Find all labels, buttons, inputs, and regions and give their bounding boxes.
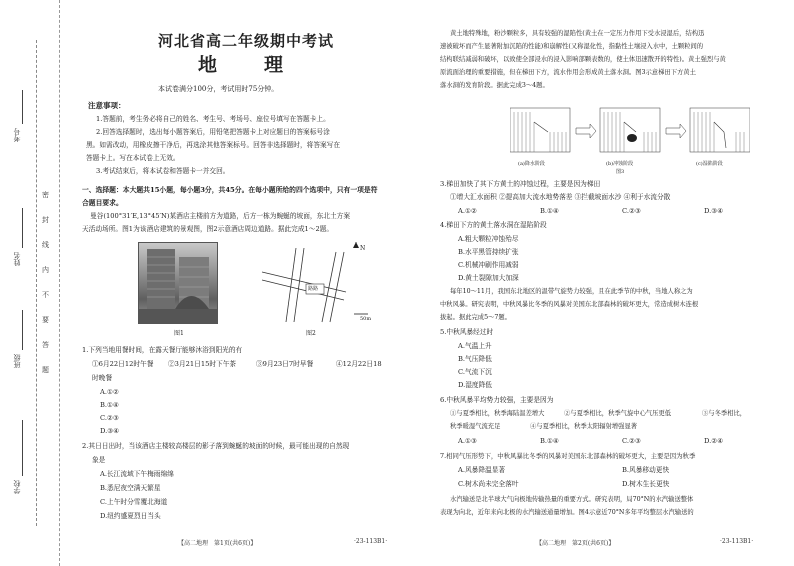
- xingming-underline: [22, 208, 23, 248]
- q6-opt: 秋季暖湿气流充足: [450, 423, 501, 430]
- p2-passage-line: 落水洞的发育阶段。据此完成3～4题。: [440, 82, 549, 89]
- xuexiao-underline: [22, 420, 23, 476]
- q5-choice-b: B.气压降低: [458, 355, 492, 363]
- fig1-caption: 图1: [174, 330, 184, 337]
- q4-choice-c: C.机械冲刷作用减弱: [458, 261, 519, 269]
- p2-passage3-line: 水汽输送是北半球大气向极地传输热量的重要方式。研究表明，局70°N的水汽输送整体: [450, 496, 694, 503]
- seal-char: 答: [42, 341, 49, 349]
- passage-line: 天活动场所。图1为该酒店建筑的景观图，图2示意酒店周边道路。据此完成1～2题。: [82, 225, 334, 233]
- banji-label: 班级: [13, 354, 21, 368]
- page-1: [78, 0, 418, 566]
- kaohao-underline: [22, 90, 23, 124]
- q1-choice-b: B.①④: [100, 401, 120, 409]
- seal-char: 内: [42, 266, 49, 274]
- q4-choice-a: A.粗大颗粒冲蚀殆尽: [458, 235, 519, 243]
- p2-passage-line: 原流面治理的重要措施，但在梯田下方，流水作用会形成黄土落水洞。图3示意梯田下方黄土: [440, 69, 696, 76]
- q1-opt: ④12月22日18: [336, 360, 382, 368]
- q1-opt-cont: 时晚餐: [92, 374, 113, 382]
- q3-choice-d: D.③④: [704, 207, 724, 215]
- p2-passage-line: 黄土地特殊地，粉沙颗粒多，具有较强的湿陷性(黄土在一定压力作用下受水浸湿后，结构迅: [450, 30, 705, 37]
- svg-text:N: N: [360, 245, 366, 252]
- q6-stem: 6.中秋风暴平均势力较强，主要是因为: [440, 396, 554, 404]
- seal-char: 线: [42, 241, 49, 249]
- hotel-photo: [138, 242, 218, 324]
- q7-stem: 7.相同气压形势下，中秋风暴比冬季的风暴对美国东北部森林的破坏更大，主要是因为秋季: [440, 452, 696, 460]
- q4-choice-b: B.水平黑管持续扩张: [458, 248, 519, 256]
- q6-opt: ②与夏季相比，秋季气旋中心气压更低: [564, 410, 672, 417]
- fig3-caption-a: (a)降水阶段: [518, 161, 545, 167]
- p2-passage2-line: 中秋风暴。研究表明，中秋风暴比冬季的风暴对美国东北部森林的破坏更大，常造成树木连根: [440, 301, 699, 308]
- seal-char: 封: [42, 216, 49, 224]
- q2-choice-c: C.上午时分雪覆北海道: [100, 498, 168, 506]
- notes-heading: 注意事项：: [88, 101, 126, 110]
- q5-choice-c: C.气流下沉: [458, 368, 492, 376]
- q5-choice-a: A.气温上升: [458, 342, 492, 350]
- scale-label: 50m: [360, 316, 372, 322]
- q2-choice-b: B.悉尼夜空满天繁星: [100, 484, 161, 492]
- q6-opt: ③与冬季相比，: [702, 410, 747, 417]
- q5-choice-d: D.湿度降低: [458, 381, 492, 389]
- page2-footer-right: ·23-113B1·: [720, 538, 754, 545]
- q2-stem-cont: 象是: [92, 456, 106, 464]
- q1-opt: ①6月22日12时午餐: [92, 360, 154, 368]
- xingming-label: 姓名: [13, 252, 21, 266]
- seal-line: [36, 40, 37, 526]
- seal-char: 不: [42, 291, 49, 299]
- notes-item: 黑。如需改动，用橡皮擦干净后，再选涂其他答案标号。回答非选择题时，将答案写在: [86, 141, 341, 149]
- fig2-caption: 图2: [306, 330, 316, 337]
- loess-profile-figure: [510, 104, 750, 158]
- q6-opt: ①与夏季相比，秋季海陆温差增大: [450, 410, 545, 417]
- kaohao-label: 考号: [13, 128, 21, 142]
- q4-choice-d: D.黄土裂隙加大加深: [458, 274, 519, 282]
- notes-item: 2.回答选择题时，选出每小题答案后，用铅笔把答题卡上对应题目的答案标号涂: [96, 128, 330, 136]
- q1-choice-a: A.①②: [100, 388, 119, 396]
- q7-choice-a: A.风暴降温显著: [458, 466, 506, 474]
- notes-item: 答题卡上。写在本试卷上无效。: [86, 154, 180, 162]
- page2-footer-left: 【高二地理 第2页(共6页)】: [536, 540, 615, 547]
- p2-passage3-line: 表现为向北，近年来向北极的水汽输送通量增加。图4示意近70°N多年平均整层水汽输送的: [440, 509, 694, 516]
- q7-choice-b: B.风暴移动更快: [622, 466, 670, 474]
- subject-title: 地 理: [198, 54, 298, 76]
- q1-opt: ②3月21日15时下午茶: [168, 360, 237, 368]
- q7-choice-c: C.树木尚未完全落叶: [458, 480, 519, 488]
- section1-heading: 一、选择题：本大题共15小题，每小题3分，共45分。在每小题所给的四个选项中，只有一项是符: [82, 186, 378, 194]
- fig3-label: 图3: [616, 169, 625, 175]
- seal-char: 密: [42, 191, 49, 199]
- xuexiao-label: 学校: [13, 480, 21, 494]
- q1-stem: 1.下列当地用餐时间，在露天餐厅能够沐浴到阳光的有: [82, 346, 243, 354]
- p2-passage-line: 结构联结减弱和破坏，以致使全部浸水的浸入影响部颗表数的，使土体迅速散开的特性)。黄土强烈与黄: [440, 56, 726, 63]
- q5-stem: 5.中秋风暴经过时: [440, 328, 494, 336]
- q1-choice-d: D.③④: [100, 427, 120, 435]
- exam-title: 河北省高二年级期中考试: [158, 32, 335, 50]
- q1-opt: ③9月23日7时早餐: [256, 360, 314, 368]
- passage-line: 曼谷(100°31′E,13°45′N)某酒店主楼前方为道路，后方一栋为蜿蜒的坡面，东北土方案: [90, 212, 351, 220]
- q6-choice-d: D.②④: [704, 437, 724, 445]
- road-label: 路路: [308, 286, 319, 292]
- notes-item: 1.答题前，考生务必将自己的姓名、考生号、考场号、座位号填写在答题卡上。: [96, 115, 330, 123]
- seal-char: 题: [42, 366, 49, 374]
- q6-opt: ④与夏季相比，秋季太阳辐射增强显著: [530, 423, 638, 430]
- q1-choice-c: C.②③: [100, 414, 119, 422]
- q3-choice-c: C.②③: [622, 207, 641, 215]
- seal-char: 要: [42, 316, 49, 324]
- q2-stem: 2.其日日出时，当该酒店主楼较高楼层的影子落到蜿蜒的坡面的时候，最可能出现的自然现: [82, 442, 350, 450]
- exam-meta: 本试卷满分100分，考试用时75分钟。: [158, 85, 279, 93]
- q3-opts: ①增大汇水面积 ②提高加大流水地势落差 ③拦截坡面水沙 ④利于水流分散: [450, 193, 671, 201]
- section1-heading-cont: 合题目要求。: [82, 199, 123, 207]
- q4-stem: 4.梯田下方的黄土落水洞在湿陷阶段: [440, 221, 547, 229]
- fig3-caption-c: (c)湿陷阶段: [696, 161, 723, 167]
- q6-choice-b: B.①④: [540, 437, 560, 445]
- page1-footer-left: 【高二地理 第1页(共6页)】: [178, 540, 257, 547]
- q3-stem: 3.梯田加快了其下方黄土的冲蚀过程，主要是因为梯田: [440, 180, 601, 188]
- q6-choice-a: A.①③: [458, 437, 477, 445]
- q7-choice-d: D.树木生长更快: [622, 480, 670, 488]
- p2-passage-line: 速被破坏而产生显著附加沉陷的性能)和崩解性(又称湿化性，指黏性土壤浸入水中，土颗粒间的: [440, 43, 704, 50]
- banji-underline: [22, 310, 23, 350]
- q2-choice-a: A.长江流域下午梅雨绵绵: [100, 470, 174, 478]
- q2-choice-d: D.纽约盛夏烈日当头: [100, 512, 161, 520]
- q3-choice-a: A.①②: [458, 207, 477, 215]
- q3-choice-b: B.①④: [540, 207, 560, 215]
- notes-item: 3.考试结束后，将本试卷和答题卡一并交回。: [96, 167, 230, 175]
- page1-footer-right: ·23-113B1·: [354, 538, 388, 545]
- p2-passage2-line: 拔起。据此完成5～7题。: [440, 314, 511, 321]
- road-map: [256, 242, 376, 324]
- q6-choice-c: C.②③: [622, 437, 641, 445]
- binding-strip: [0, 0, 60, 566]
- page-2: [440, 0, 785, 566]
- fig3-caption-b: (b)冲蚀阶段: [606, 161, 634, 167]
- p2-passage2-line: 每年10～11月，我国东北地区的温带气旋势力较强，且在此季节的中秋，当地人称之为: [450, 288, 693, 295]
